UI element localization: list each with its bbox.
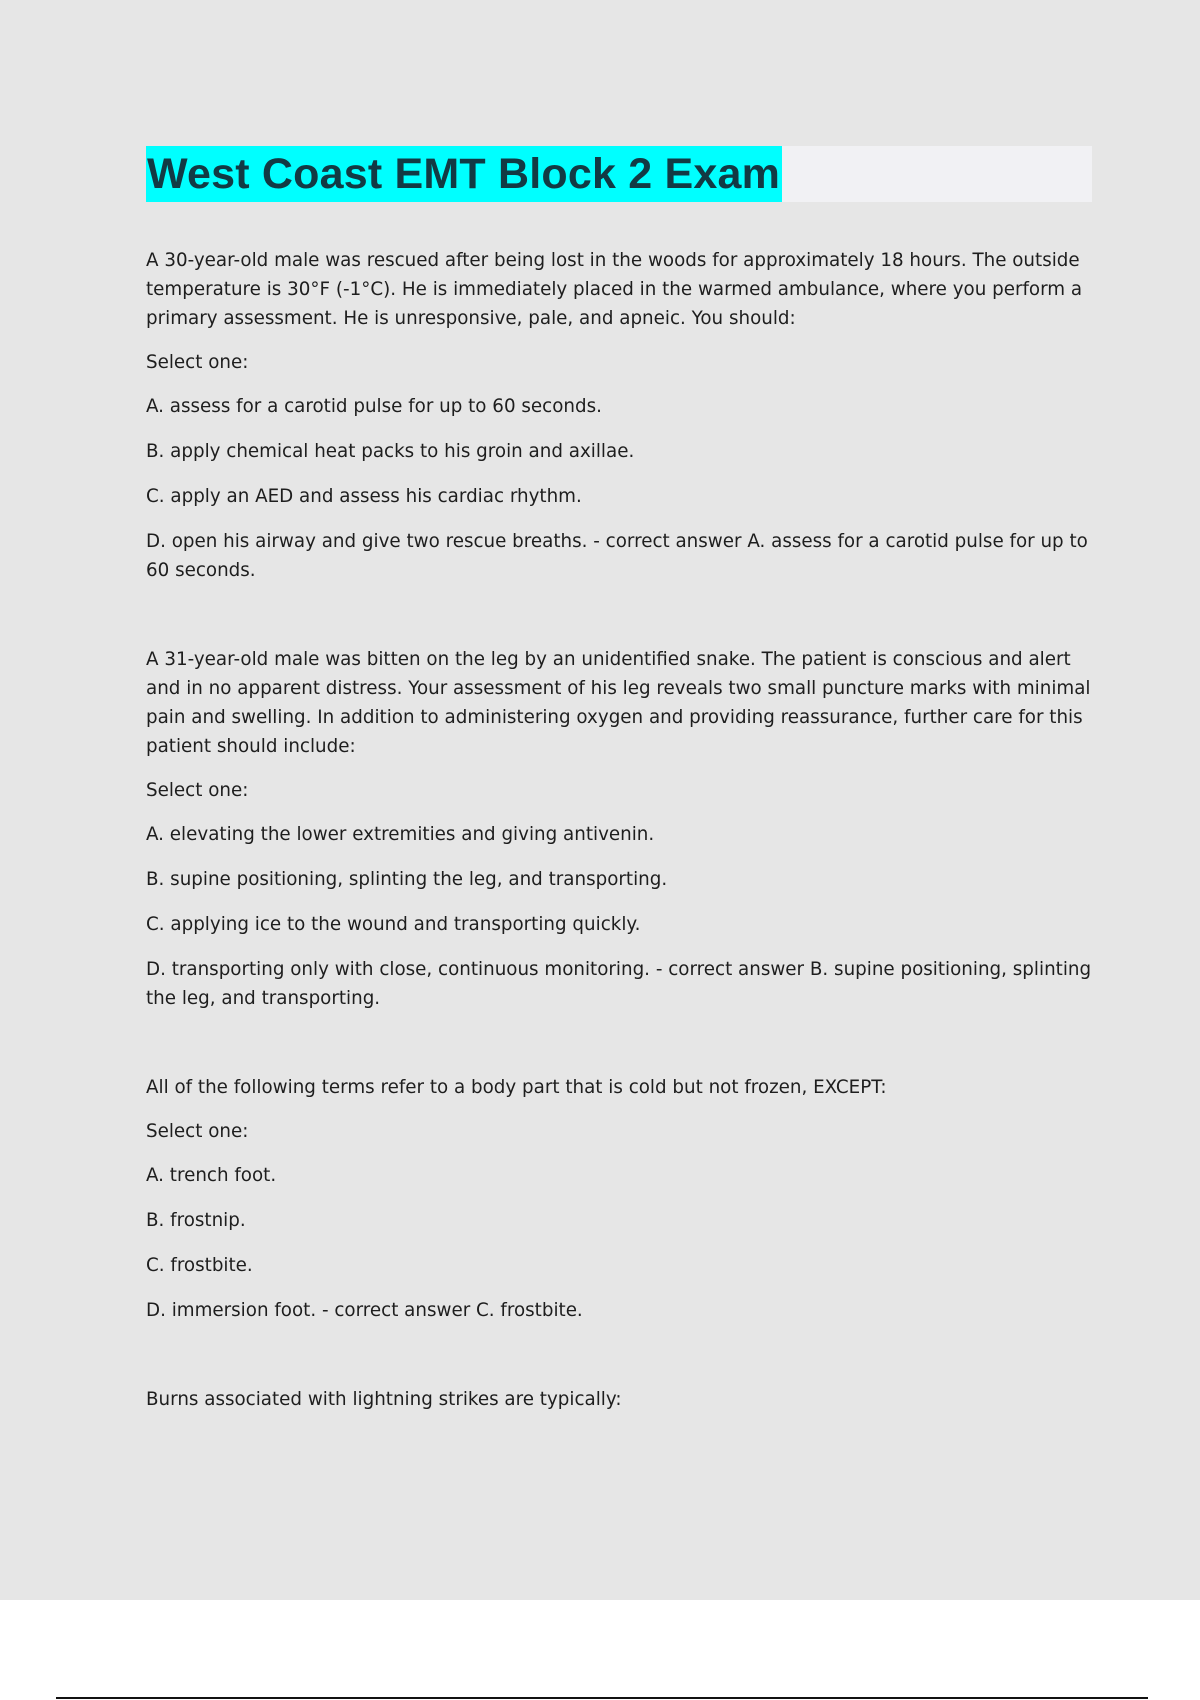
option-d: D. transporting only with close, continuous monitoring.	[146, 959, 650, 980]
option-a: A. assess for a carotid pulse for up to 60 seconds.	[146, 396, 602, 417]
option-a: A. trench foot.	[146, 1165, 277, 1186]
correct-answer: - correct answer B. supine positioning, splinting the leg, and transporting.	[146, 959, 1092, 1009]
document-title: West Coast EMT Block 2 Exam	[146, 146, 782, 202]
option-b: B. frostnip.	[146, 1210, 246, 1231]
option-d: D. immersion foot.	[146, 1300, 317, 1321]
select-one-label: Select one:	[146, 780, 249, 801]
option-c: C. apply an AED and assess his cardiac rhythm.	[146, 486, 582, 507]
select-one-label: Select one:	[146, 352, 249, 373]
question-1	[146, 246, 1092, 585]
document-content	[146, 246, 1092, 1474]
option-d-with-answer	[146, 955, 1092, 1013]
option-b: B. supine positioning, splinting the leg, and transporting.	[146, 869, 668, 890]
option-b: B. apply chemical heat packs to his groin and axillae.	[146, 441, 635, 462]
question-2	[146, 645, 1092, 1013]
question-text: A 30-year-old male was rescued after being lost in the woods for approximately 18 hours. The outside temperature is 30°F (-1°C). He is immediately placed in the warmed ambulance, where you perform a primary assessment. He is unresponsive, pale, and apneic. You should:	[146, 250, 1083, 329]
correct-answer: - correct answer C. frostbite.	[321, 1300, 583, 1321]
question-text: A 31-year-old male was bitten on the leg by an unidentified snake. The patient is conscious and alert and in no apparent distress. Your assessment of his leg reveals two small puncture marks with minimal pain and swelling. In addition to administering oxygen and providing reassurance, further care for this patient should include:	[146, 649, 1091, 757]
question-text: Burns associated with lightning strikes are typically:	[146, 1389, 622, 1410]
option-d-with-answer	[146, 527, 1092, 585]
option-d: D. open his airway and give two rescue breaths.	[146, 531, 588, 552]
option-a: A. elevating the lower extremities and giving antivenin.	[146, 824, 655, 845]
option-c: C. applying ice to the wound and transporting quickly.	[146, 914, 641, 935]
question-3	[146, 1073, 1092, 1325]
bottom-divider	[56, 1697, 1148, 1699]
question-text: All of the following terms refer to a body part that is cold but not frozen, EXCEPT:	[146, 1077, 887, 1098]
correct-answer: - correct answer A. assess for a carotid pulse for up to 60 seconds.	[146, 531, 1088, 581]
option-c: C. frostbite.	[146, 1255, 253, 1276]
option-d-with-answer	[146, 1296, 1092, 1325]
select-one-label: Select one:	[146, 1121, 249, 1142]
question-4	[146, 1385, 1092, 1414]
